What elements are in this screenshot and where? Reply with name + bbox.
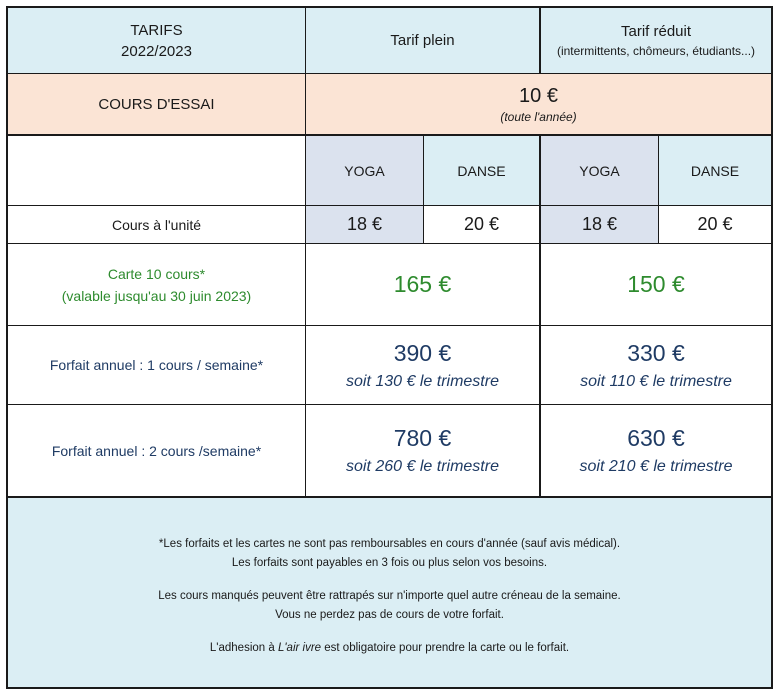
header-tarifs — [8, 8, 306, 74]
forfait1-reduit-price: 330 € — [627, 339, 685, 366]
plein-danse-head — [424, 136, 541, 206]
notes-panel — [8, 498, 771, 687]
note-payment: Les forfaits sont payables en 3 fois ou plus selon vos besoins. — [231, 557, 548, 569]
carte-reduit-price: 150 € — [627, 271, 685, 297]
unite-reduit-yoga-price: 18 € — [581, 214, 618, 234]
reduit-label: Tarif réduit — [620, 23, 692, 40]
note-refund: *Les forfaits et les cartes ne sont pas remboursables en cours d'année (sauf avis médical). — [158, 538, 621, 550]
forfait2-reduit-price: 630 € — [627, 425, 685, 451]
forfait2-plein-price: 780 € — [393, 425, 452, 451]
unite-reduit-danse — [659, 206, 771, 244]
unite-plein-danse-price: 20 € — [463, 214, 500, 234]
forfait1-label-cell — [8, 326, 306, 405]
unite-plein-yoga-price: 18 € — [346, 214, 383, 234]
forfait1-reduit-quarter: soit 110 € le trimestre — [580, 372, 732, 390]
disciplines-empty — [8, 136, 306, 206]
forfait1-plein-price: 390 € — [393, 339, 452, 366]
forfait1-plein-cell — [306, 326, 541, 405]
note-membership-end: est obligatoire pour prendre la carte ou le forfait. — [321, 642, 570, 654]
unite-reduit-danse-price: 20 € — [697, 214, 733, 234]
reduit-note: (intermittents, chômeurs, étudiants...) — [556, 44, 756, 58]
plein-label: Tarif plein — [390, 32, 455, 49]
carte-plein-cell — [306, 244, 541, 326]
reduit-danse-label: DANSE — [690, 162, 740, 179]
forfait2-reduit-cell — [541, 405, 771, 498]
carte-plein-price: 165 € — [393, 271, 452, 297]
notes-text — [158, 535, 620, 658]
forfait2-label-cell — [8, 405, 306, 498]
forfait1-plein-quarter: soit 130 € le trimestre — [346, 372, 499, 390]
essai-label-cell — [8, 74, 306, 136]
forfait1-reduit-cell — [541, 326, 771, 405]
forfait2-label: Forfait annuel : 2 cours /semaine* — [51, 442, 262, 459]
forfait2-plein-quarter: soit 260 € le trimestre — [346, 458, 499, 475]
essai-price-cell — [306, 74, 771, 136]
unite-plein-danse — [424, 206, 541, 244]
tarifs-season: 2022/2023 — [121, 42, 192, 60]
unite-label: Cours à l'unité — [111, 216, 202, 233]
plein-yoga-label: YOGA — [344, 162, 385, 179]
forfait2-plein-cell — [306, 405, 541, 498]
note-makeup: Les cours manqués peuvent être rattrapés sur n'importe quel autre créneau de la semaine. — [158, 590, 621, 602]
essai-label: COURS D'ESSAI — [98, 95, 215, 113]
carte-validity: (valable jusqu'au 30 juin 2023) — [61, 287, 252, 304]
forfait1-label: Forfait annuel : 1 cours / semaine* — [49, 357, 264, 373]
tarifs-table — [6, 6, 773, 689]
tarifs-title: TARIFS — [130, 21, 183, 39]
carte-label: Carte 10 cours* — [107, 265, 206, 282]
essai-note: (toute l'année) — [500, 109, 577, 124]
note-membership-start: L'adhesion à — [209, 642, 278, 654]
header-plein — [306, 8, 541, 74]
unite-reduit-yoga — [541, 206, 659, 244]
carte-label-cell — [8, 244, 306, 326]
plein-yoga-head — [306, 136, 424, 206]
carte-reduit-cell — [541, 244, 771, 326]
essai-price: 10 € — [519, 84, 558, 107]
reduit-yoga-head — [541, 136, 659, 206]
plein-danse-label: DANSE — [457, 162, 506, 179]
reduit-yoga-label: YOGA — [579, 162, 620, 179]
forfait2-reduit-quarter: soit 210 € le trimestre — [579, 458, 733, 475]
header-reduit — [541, 8, 771, 74]
unite-label-cell — [8, 206, 306, 244]
unite-plein-yoga — [306, 206, 424, 244]
note-brand: L'air ivre — [277, 642, 322, 654]
note-no-loss: Vous ne perdez pas de cours de votre forfait. — [275, 609, 504, 621]
reduit-danse-head — [659, 136, 771, 206]
